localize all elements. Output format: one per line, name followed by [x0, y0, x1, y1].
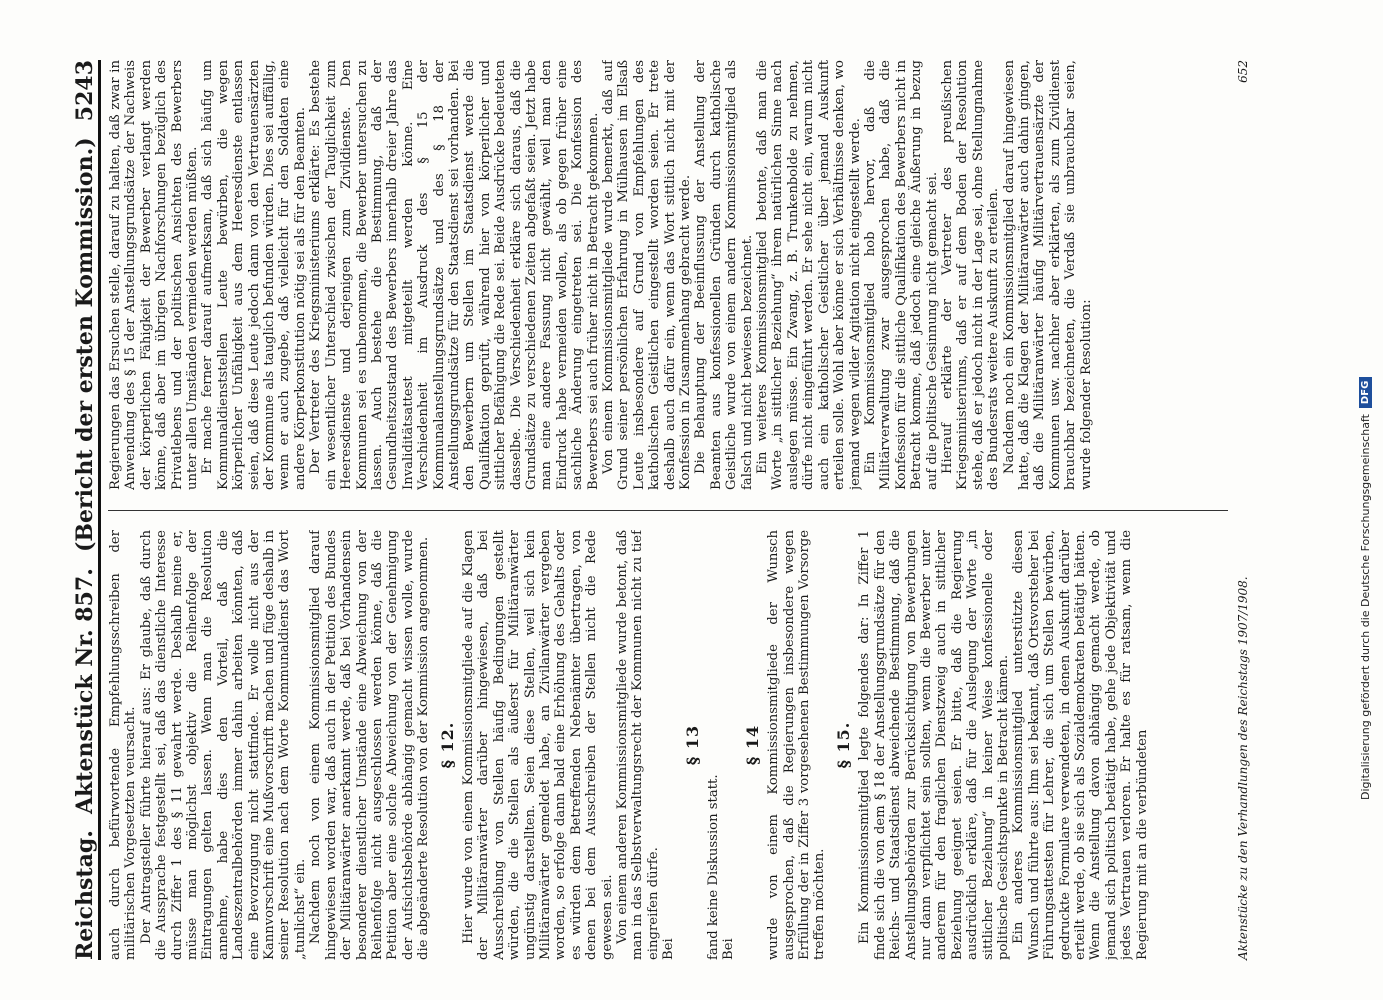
paragraph: Hier wurde von einem Kommissionsmitgliede auf die Klagen der Militäranwärter darüber hingewiesen, daß bei Ausschreibung von Stellen häufig Bedingungen gestellt würden, die die Stellen als äußerst für Militäranwärter ungünstig darstellten. Seien diese Stellen, weil sich kein Militäranwärter gemeldet habe, an Zivilanwärter vergeben worden, so erfolge dann bald eine Erhöhung des Gehalts oder es würden dem Betreffenden Nebenämter übertragen, von denen bei dem Ausschreiben der Stellen nicht die Rede gewesen sei. — [460, 530, 615, 960]
paragraph: Von einem Kommissionsmitgliede wurde bemerkt, daß auf Grund seiner persönlichen Erfahrung in Mülhausen im Elsaß Leute insbesondere auf Grund von Empfehlungen des katholischen Geistlichen eingestellt worden seien. Er trete deshalb auch dafür ein, wenn das Wort sittlich nicht mit der Konfession in Zusammenhang gebracht werde. — [601, 60, 694, 490]
digitization-note — [1355, 20, 1375, 800]
section-heading: § 15. — [833, 721, 853, 769]
paragraph: Ein weiteres Kommissionsmitglied betonte, daß man die Worte „in sittlicher Beziehung“ ihrem natürlichen Sinne nach auslegen müsse. Ein Zwang, z. B. Trunkenbolde zu nehmen, dürfe nicht eingeführt werden. Er sehe nicht ein, warum nicht auch ein katholischer Geistlicher über jemand Auskunft erteilen solle. Wohl aber könne er sich Verhältnisse denken, wo jemand wegen wilder Agitation nicht eingestellt werde. — [755, 60, 863, 490]
section-heading: § 13 — [682, 724, 702, 766]
right-column — [108, 60, 1228, 490]
paragraph: Hierauf erklärte der Vertreter des preußischen Kriegsministeriums, daß er auf dem Boden der Resolution stehe, daß er jedoch nicht in der Lage sei, ohne Stellungnahme des Bundesrats weitere Auskunft zu erteilen. — [939, 60, 1002, 490]
paragraph: Der Vertreter des Kriegsministeriums erklärte: Es bestehe ein wesentlicher Unterschied zwischen der Tauglichkeit zum Heeresdienste und derjenigen zum Zivildienste. Den Kommunen sei es unbenommen, die Bewerber untersuchen zu lassen. Auch bestehe die Bestimmung, daß der Gesundheitszustand des Bewerbers innerhalb dreier Jahre das Invaliditätsattest mitgeteilt werden könne. Eine Verschiedenheit im Ausdruck des § 15 der Kommunalanstellungsgrundsätze und des § 18 der Anstellungsgrundsätze für den Staatsdienst sei vorhanden. Bei den Bewerbern um Stellen im Staatsdienst werde die Qualifikation geprüft, während hier von körperlicher und sittlicher Befähigung die Rede sei. Beide Ausdrücke bedeuteten dasselbe. Die Verschiedenheit erkläre sich daraus, daß die Grundsätze zu verschiedenen Zeiten abgefaßt seien. Jetzt habe man eine andere Fassung nicht gewählt, weil man den Eindruck habe vermeiden wollen, als ob gegen früher eine sachliche Änderung eingetreten sei. Die Konfession des Bewerbers sei auch früher nicht in Betracht gekommen. — [308, 60, 601, 490]
paragraph: Regierungen das Ersuchen stelle, darauf zu halten, daß zwar in Anwendung des § 15 der Anstellungsgrundsätze der Nachweis der körperlichen Fähigkeit der Bewerber verlangt werden könne, daß aber im übrigen Nachforschungen bezüglich des Privatlebens und der politischen Ansichten des Bewerbers unter allen Umständen vermieden werden müßten. — [108, 60, 201, 490]
page-body — [60, 60, 1290, 960]
left-column — [108, 530, 1228, 960]
page-header — [60, 60, 101, 960]
header-left: Reichstag. — [72, 830, 98, 960]
header-center: Aktenstück Nr. 857. — [72, 568, 98, 815]
paragraph: Ein Kommissionsmitglied hob hervor, daß die Militärverwaltung zwar ausgesprochen habe, daß die Konfession für die sittliche Qualifikation des Bewerbers nicht in Betracht komme, daß jedoch eine gleiche Äußerung in bezug auf die politische Gesinnung nicht gemacht sei. — [862, 60, 940, 490]
footer-page: 652 — [1236, 60, 1250, 83]
dfg-badge: DFG — [1359, 377, 1372, 408]
paragraph: auch durch befürwortende Empfehlungsschreiben der militärischen Vorgesetzten veursacht. — [108, 530, 139, 960]
page-number: 5243 — [72, 60, 98, 122]
section-heading: § 14 — [742, 724, 762, 766]
paragraph: wurde von einem Kommissionsmitgliede der Wunsch ausgesprochen, daß die Regierungen insbesondere wegen Erfüllung der in Ziffer 3 vorgesehenen Bestimmungen Vorsorge treffen möchten. — [766, 530, 828, 960]
paragraph: Nachdem noch ein Kommissionsmitglied darauf hingewiesen hatte, daß die Klagen der Militäranwärter auch dahin gingen, daß die Militäranwärter häufig Militärvertrauensärzte der Kommunen usw. nachher aber erklärten, als zum Zivildienst brauchbar bezeichneten, die Verdaß sie unbrauchbar seien, wurde folgender Resolution: — [1001, 60, 1094, 490]
paragraph: Der Antragsteller führte hierauf aus: Er glaube, daß durch die Aussprache festgestellt sei, daß das dienstliche Interesse durch Ziffer 1 des § 11 gewahrt werde. Deshalb meine er, müsse man möglichst objektiv die Reihenfolge der Eintragungen gelten lassen. Wenn man die Resolution annehme, habe dies den Vorteil, daß die Landeszentralbehörden immer dahin arbeiten könnten, daß eine Bevorzugung nicht stattfinde. Er wolle nicht aus der Kannvorschrift eine Mußvorschrift machen und füge deshalb in seiner Resolution nach dem Worte Kommunaldienst das Wort „tunlichst“ ein. — [138, 530, 308, 960]
paragraph: Ein anderes Kommissionsmitglied unterstützte diesen Wunsch und führte aus: Ihm sei bekannt, daß Ortsvorsteher bei Führungsattesten für Lehrer, die sich um Stellen bewürben, gedruckte Formulare verwendeten, in denen Auskunft darüber erteilt werde, ob sie sich als Sozialdemokraten betätigt hätten. Wenn die Anstellung davon abhängig gemacht werde, ob jemand sich politisch betätigt habe, gehe jede Objektivität und jedes Vertrauen verloren. Er halte es für ratsam, wenn die Regierung mit an die verbündeten — [1011, 530, 1150, 960]
lead-word: Bei — [721, 938, 737, 960]
page-footer — [1236, 60, 1260, 960]
paragraph: Ein Kommissionsmitglied legte folgendes dar: In Ziffer 1 finde sich die von dem § 18 der Anstellungsgrundsätze für den Reichs- und Staatsdienst abweichende Bestimmung, daß die Anstellungsbehörden zur Berücksichtigung von Bewerbungen nur dann verpflichtet sein sollten, wenn die Bewerber unter anderem für den fraglichen Dienstzweig auch in sittlicher Beziehung geeignet seien. Er bitte, daß die Regierung ausdrücklich erkläre, daß für die Auslegung der Worte „in sittlicher Beziehung“ in keiner Weise konfessionelle oder politische Gesichtspunkte in Betracht kämen. — [857, 530, 1011, 960]
paragraph: Er mache ferner darauf aufmerksam, daß sich häufig um Kommunaldienststellen Leute bewürben, die wegen körperlicher Unfähigkeit aus dem Heeresdienste entlassen seien, daß diese Leute jedoch dann von den Vertrauensärzten der Kommune als tauglich befunden würden. Dies sei auffällig, wenn er auch zugebe, daß vielleicht für den Soldaten eine andere Körperkonstitution nötig sei als für den Beamten. — [200, 60, 308, 490]
paragraph: Von einem anderen Kommissionsmitgliede wurde betont, daß man in das Selbstverwaltungsrecht der Kommunen nicht zu tief eingreifen dürfe. — [615, 530, 661, 960]
digitization-note-text — [1355, 20, 1375, 800]
lead-word: Bei — [661, 938, 677, 960]
column-rule — [108, 510, 1228, 511]
text-columns — [108, 60, 1228, 960]
section-heading: § 12. — [437, 721, 457, 769]
paragraph: Nachdem noch von einem Kommissionsmitglied darauf hingewiesen worden war, daß auch in der Petition des Bundes der Militäranwärter anerkannt werde, daß bei Vorhandensein besonderer dienstlicher Umstände eine Abweichung von der Reihenfolge nicht ausgeschlossen werden könne, daß die Petition aber eine solche Abweichung von der Genehmigung der Aufsichtsbehörde abhängig gemacht wissen wolle, wurde die abgeänderte Resolution von der Kommission angenommen. — [308, 530, 432, 960]
digitization-text: Digitalisierung gefördert durch die Deutsche Forschungsgemeinschaft — [1358, 414, 1372, 800]
paragraph: Die Behauptung der Beeinflussung der Anstellung der Beamten aus konfessionellen Gründen durch katholische Geistliche wurde von einem andern Kommissionsmitglied als falsch und nicht bewiesen bezeichnet. — [693, 60, 755, 490]
paragraph: fand keine Diskussion statt. — [706, 774, 722, 960]
header-right-title: (Bericht der ersten Kommission.) — [72, 137, 98, 553]
footer-left: Aktenstücke zu den Verhandlungen des Reichstags 1907/1908. — [1236, 576, 1250, 960]
